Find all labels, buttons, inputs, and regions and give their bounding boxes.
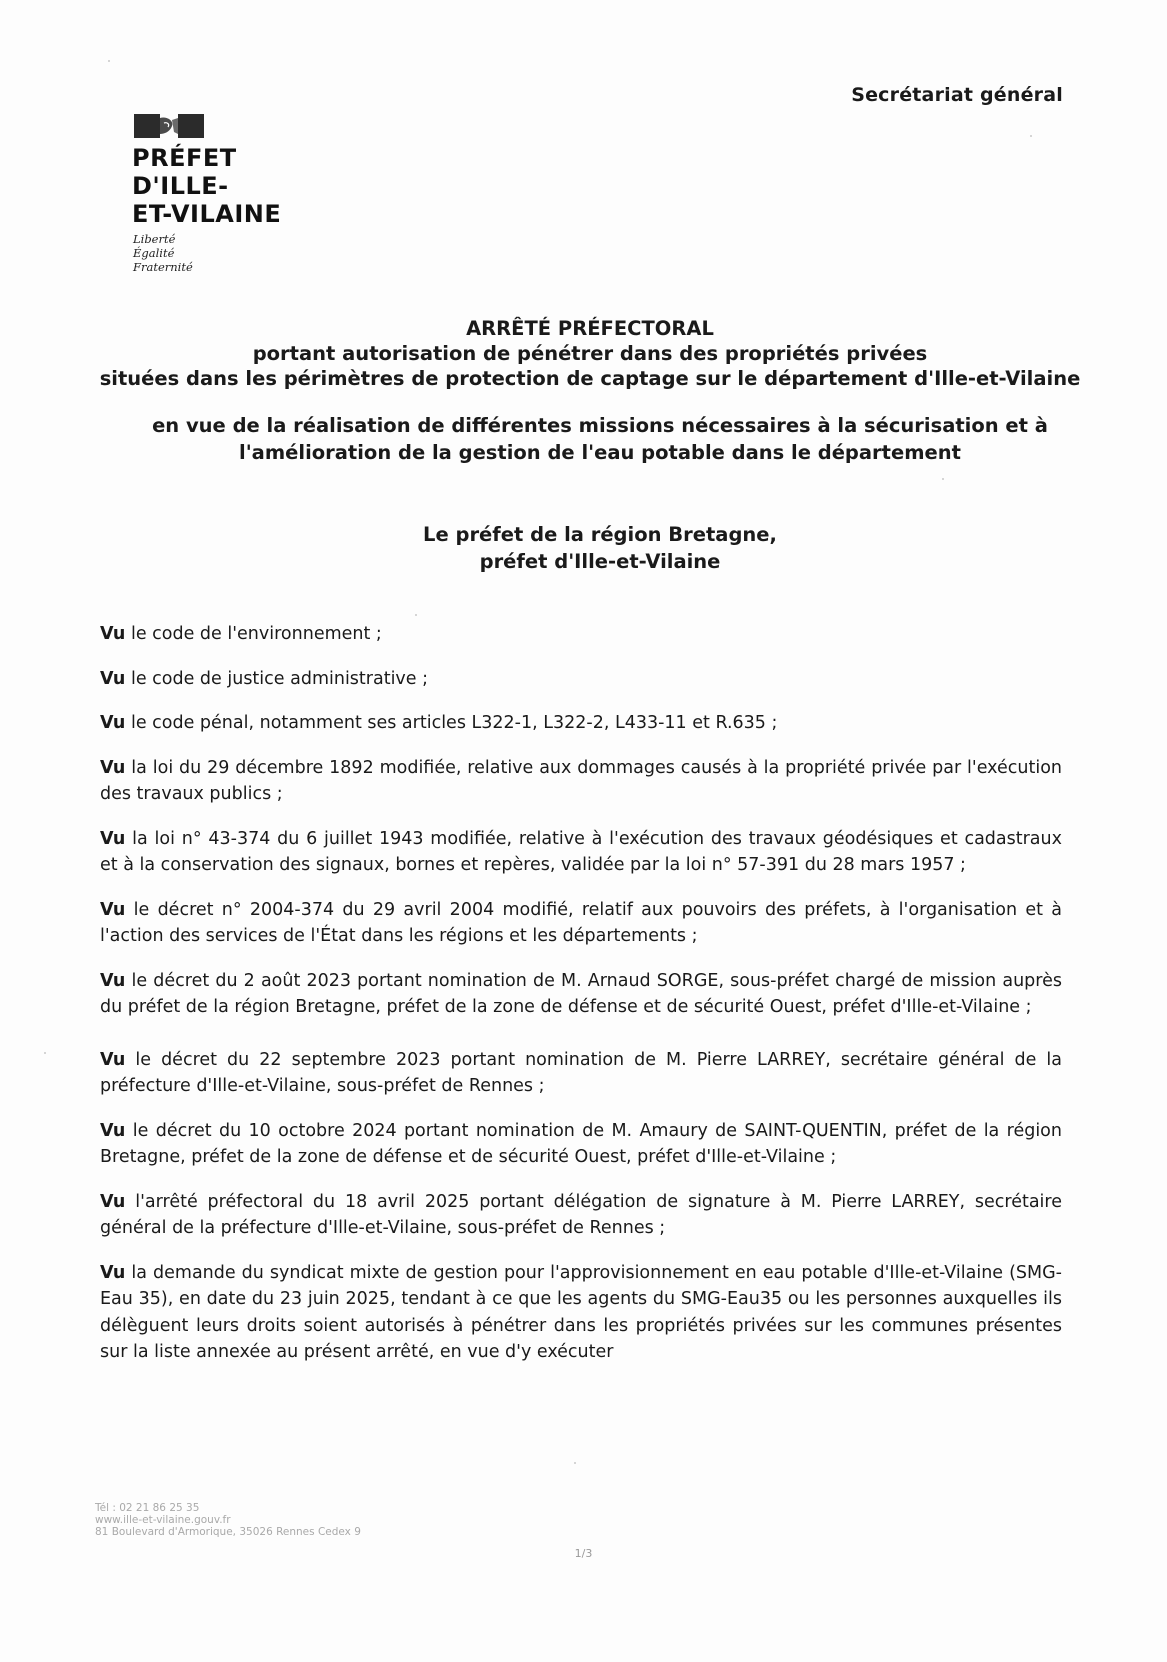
scan-speck: [574, 1462, 576, 1464]
prefet-title: [132, 144, 281, 228]
vu-label: Vu: [100, 1191, 126, 1212]
scan-speck: [942, 478, 944, 480]
vu-label: Vu: [100, 970, 126, 991]
vu-label: Vu: [100, 828, 126, 849]
visa-text: la loi du 29 décembre 1892 modifiée, relative aux dommages causés à la propriété privée par l'exécution des travaux publics ;: [100, 757, 1062, 804]
footer-phone: Tél : 02 21 86 25 35: [95, 1502, 200, 1514]
page-number: 1/3: [574, 1547, 593, 1560]
visa-text: le code de l'environnement ;: [130, 624, 382, 644]
scan-speck: [108, 60, 110, 62]
visa-item: [100, 621, 1062, 648]
republic-motto: [133, 232, 193, 274]
motto-fraternite: Fraternité: [133, 260, 193, 274]
prefet-line-3: ET-VILAINE: [132, 200, 282, 228]
visa-item: [100, 710, 1062, 737]
vu-label: Vu: [100, 713, 126, 733]
visa-item: [100, 826, 1062, 879]
service-label: Secrétariat général: [851, 84, 1063, 106]
visa-item: [100, 897, 1062, 950]
vu-label: Vu: [100, 757, 126, 778]
contact-footer: [95, 1502, 361, 1538]
motto-liberte: Liberté: [133, 232, 176, 246]
visa-text: le décret du 22 septembre 2023 portant nomination de M. Pierre LARREY, secrétaire général de la préfecture d'Ille-et-Vilaine, sous-préfet de Rennes ;: [100, 1049, 1062, 1096]
visa-item: [100, 1189, 1062, 1242]
scan-speck: [1030, 135, 1032, 137]
footer-website: www.ille-et-vilaine.gouv.fr: [95, 1514, 231, 1526]
authority-line-2: préfet d'Ille-et-Vilaine: [479, 550, 721, 573]
vu-label: Vu: [100, 1262, 126, 1283]
authority-heading: [300, 521, 900, 575]
visa-item: [100, 968, 1062, 1021]
prefet-line-2: D'ILLE-: [132, 172, 229, 200]
vu-label: Vu: [100, 1120, 126, 1141]
visa-text: le décret du 10 octobre 2024 portant nomination de M. Amaury de SAINT-QUENTIN, préfet de la région Bretagne, préfet de la zone de défense et de sécurité Ouest, préfet d'Ille-et-Vilaine ;: [100, 1120, 1062, 1167]
visa-text: l'arrêté préfectoral du 18 avril 2025 portant délégation de signature à M. Pierre LARREY, secrétaire général de la préfecture d'Ille-et-Vilaine, sous-préfet de Rennes ;: [100, 1191, 1062, 1238]
authority-line-1: Le préfet de la région Bretagne,: [423, 523, 777, 546]
visa-text: la demande du syndicat mixte de gestion pour l'approvisionnement en eau potable d'Ille-et-Vilaine (SMG-Eau 35), en date du 23 juin 2025, tendant à ce que les agents du SMG-Eau35 ou les personnes auxquelles ils délèguent leurs droits soient autorisés à pénétrer dans les propriétés privées sur les communes présentes sur la liste annexée au présent arrêté, en vue d'y exécuter: [100, 1262, 1062, 1362]
subtitle-line-2: l'amélioration de la gestion de l'eau potable dans le département: [239, 441, 961, 464]
visa-text: le code pénal, notamment ses articles L322-1, L322-2, L433-11 et R.635 ;: [130, 713, 778, 733]
document-subtitle: [150, 412, 1050, 466]
visa-item: [100, 755, 1062, 808]
visa-text: le décret du 2 août 2023 portant nomination de M. Arnaud SORGE, sous-préfet chargé de mission auprès du préfet de la région Bretagne, préfet de la zone de défense et de sécurité Ouest, préfet d'Ille-et-Vilaine ;: [100, 970, 1062, 1017]
vu-label: Vu: [100, 624, 126, 644]
title-line-2: portant autorisation de pénétrer dans des propriétés privées: [252, 342, 928, 365]
visa-text: le décret n° 2004-374 du 29 avril 2004 modifié, relatif aux pouvoirs des préfets, à l'organisation et à l'action des services de l'État dans les régions et les départements ;: [100, 899, 1062, 946]
scan-speck: [415, 614, 417, 616]
visa-item: [100, 1260, 1062, 1366]
vu-label: Vu: [100, 668, 126, 689]
title-line-3: situées dans les périmètres de protection de captage sur le département d'Ille-et-Vilaine: [99, 367, 1081, 390]
vu-label: Vu: [100, 899, 126, 920]
motto-egalite: Égalité: [133, 246, 175, 260]
visa-text: la loi n° 43-374 du 6 juillet 1943 modifiée, relative à l'exécution des travaux géodésiques et cadastraux et à la conservation des signaux, bornes et repères, validée par la loi n° 57-391 du 28 mars 1957 ;: [100, 828, 1062, 875]
footer-address: 81 Boulevard d'Armorique, 35026 Rennes Cedex 9: [95, 1526, 361, 1538]
document-title: [60, 316, 1120, 391]
visa-text: le code de justice administrative ;: [130, 668, 429, 689]
visas-list: [100, 621, 1062, 1384]
visa-item: [100, 666, 1062, 693]
visa-item: [100, 1118, 1062, 1171]
marianne-logo-icon: [134, 114, 204, 138]
scan-speck: [44, 1052, 46, 1054]
prefet-line-1: PRÉFET: [132, 144, 237, 172]
visa-item: [100, 1047, 1062, 1100]
title-line-1: ARRÊTÉ PRÉFECTORAL: [466, 317, 714, 340]
subtitle-line-1: en vue de la réalisation de différentes missions nécessaires à la sécurisation et à: [152, 414, 1048, 437]
vu-label: Vu: [100, 1049, 126, 1070]
